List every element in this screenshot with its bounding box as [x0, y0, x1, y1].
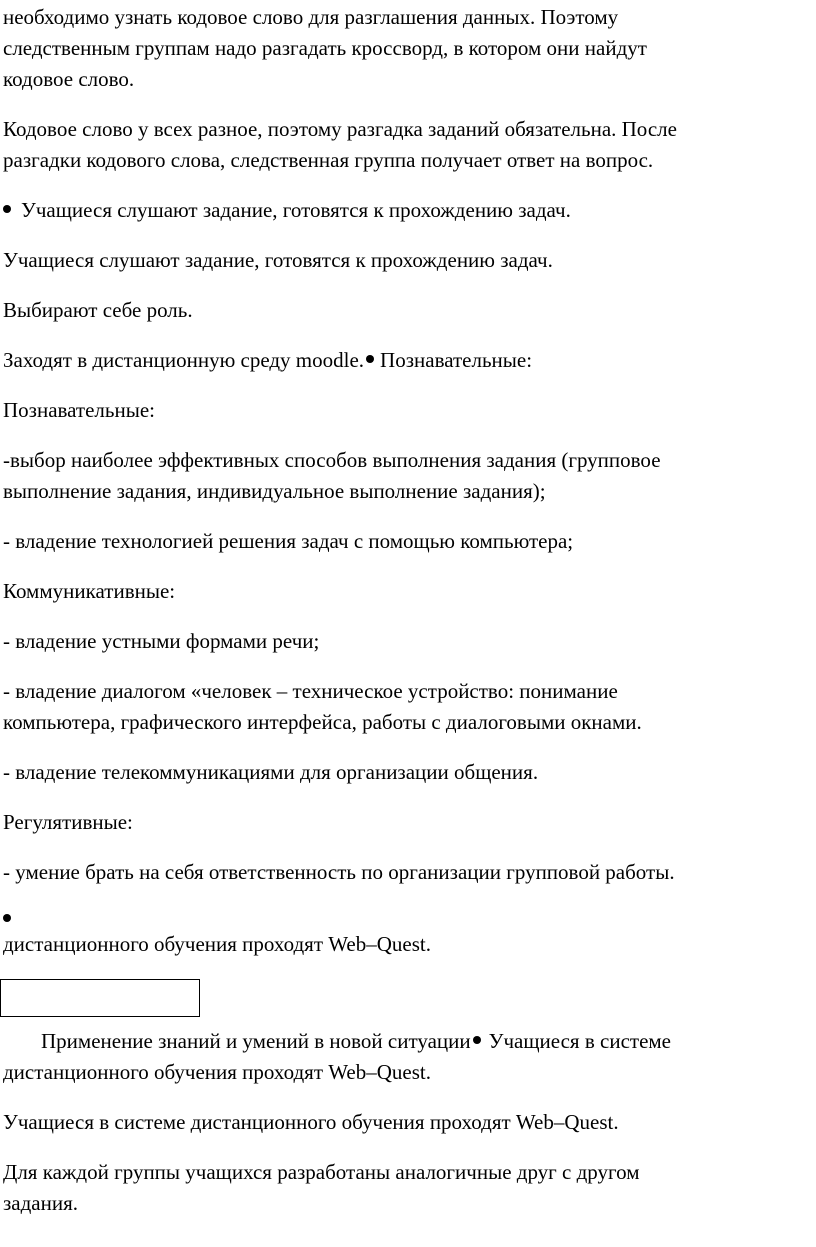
paragraph-students-listen: [3, 245, 803, 276]
paragraph-codeword-intro: [3, 2, 803, 95]
paragraph-responsibility: [3, 857, 803, 888]
text-line: - владение устными формами речи;: [3, 629, 320, 653]
paragraph-web-quest: [3, 929, 803, 960]
paragraph-dialogue: [3, 676, 803, 738]
bullet-icon: [473, 1036, 481, 1044]
text-line: Кодовое слово у всех разное, поэтому разгадка заданий обязательна. После: [3, 117, 677, 141]
paragraph-enter-moodle: [3, 345, 803, 376]
paragraph-students-web-quest: [3, 1107, 803, 1138]
paragraph-choose-role: [3, 295, 803, 326]
bullet-icon: [3, 205, 11, 213]
text-line: Применение знаний и умений в новой ситуации: [41, 1029, 471, 1053]
heading-cognitive: [3, 395, 803, 426]
text-line: выполнение задания, индивидуальное выполнение задания);: [3, 479, 546, 503]
bullet-item-students-listen: [3, 195, 803, 226]
paragraph-group-tasks: [3, 1157, 803, 1219]
text-line: - владение телекоммуникациями для организации общения.: [3, 760, 539, 784]
text-line: Учащиеся слушают задание, готовятся к прохождению задач.: [3, 248, 553, 272]
text-line: разгадки кодового слова, следственная группа получает ответ на вопрос.: [3, 148, 654, 172]
text-line: необходимо узнать кодовое слово для разглашения данных. Поэтому: [3, 5, 619, 29]
paragraph-telecom: [3, 757, 803, 788]
heading-communicative: [3, 576, 803, 607]
paragraph-codeword-different: [3, 114, 803, 176]
text-line: Познавательные:: [3, 398, 155, 422]
text-line: Коммуникативные:: [3, 579, 176, 603]
paragraph-oral-speech: [3, 626, 803, 657]
text-line: Заходят в дистанционную среду moodle.: [3, 348, 365, 372]
bullet-icon: [366, 355, 374, 363]
text-line: Учащиеся слушают задание, готовятся к прохождению задач.: [21, 198, 571, 222]
bullet-icon: [3, 914, 11, 922]
heading-regulatory: [3, 807, 803, 838]
text-line: дистанционного обучения проходят Web–Quest.: [3, 1060, 431, 1084]
text-line: -выбор наиболее эффективных способов выполнения задания (групповое: [3, 448, 661, 472]
text-line: задания.: [3, 1191, 79, 1215]
text-line: Учащиеся в системе: [488, 1029, 671, 1053]
text-line: компьютера, графического интерфейса, работы с диалоговыми окнами.: [3, 710, 642, 734]
text-line: Учащиеся в системе дистанционного обучения проходят Web–Quest.: [3, 1110, 619, 1134]
text-line: - владение технологией решения задач с помощью компьютера;: [3, 529, 574, 553]
document-page: [3, 2, 803, 1238]
paragraph-technology-skill: [3, 526, 803, 557]
text-line: Для каждой группы учащихся разработаны аналогичные друг с другом: [3, 1160, 640, 1184]
empty-table-cell: [0, 979, 200, 1017]
text-line: следственным группам надо разгадать кроссворд, в котором они найдут: [3, 36, 647, 60]
text-line: Познавательные:: [380, 348, 533, 372]
text-line: Выбирают себе роль.: [3, 298, 193, 322]
text-line: - умение брать на себя ответственность по организации групповой работы.: [3, 860, 675, 884]
bullet-standalone: [3, 907, 803, 927]
text-line: дистанционного обучения проходят Web–Quest.: [3, 932, 431, 956]
paragraph-choice-methods: [3, 445, 803, 507]
text-line: Регулятивные:: [3, 810, 133, 834]
text-line: - владение диалогом «человек – техническое устройство: понимание: [3, 679, 618, 703]
text-line: кодовое слово.: [3, 67, 135, 91]
paragraph-application: [3, 1026, 803, 1088]
